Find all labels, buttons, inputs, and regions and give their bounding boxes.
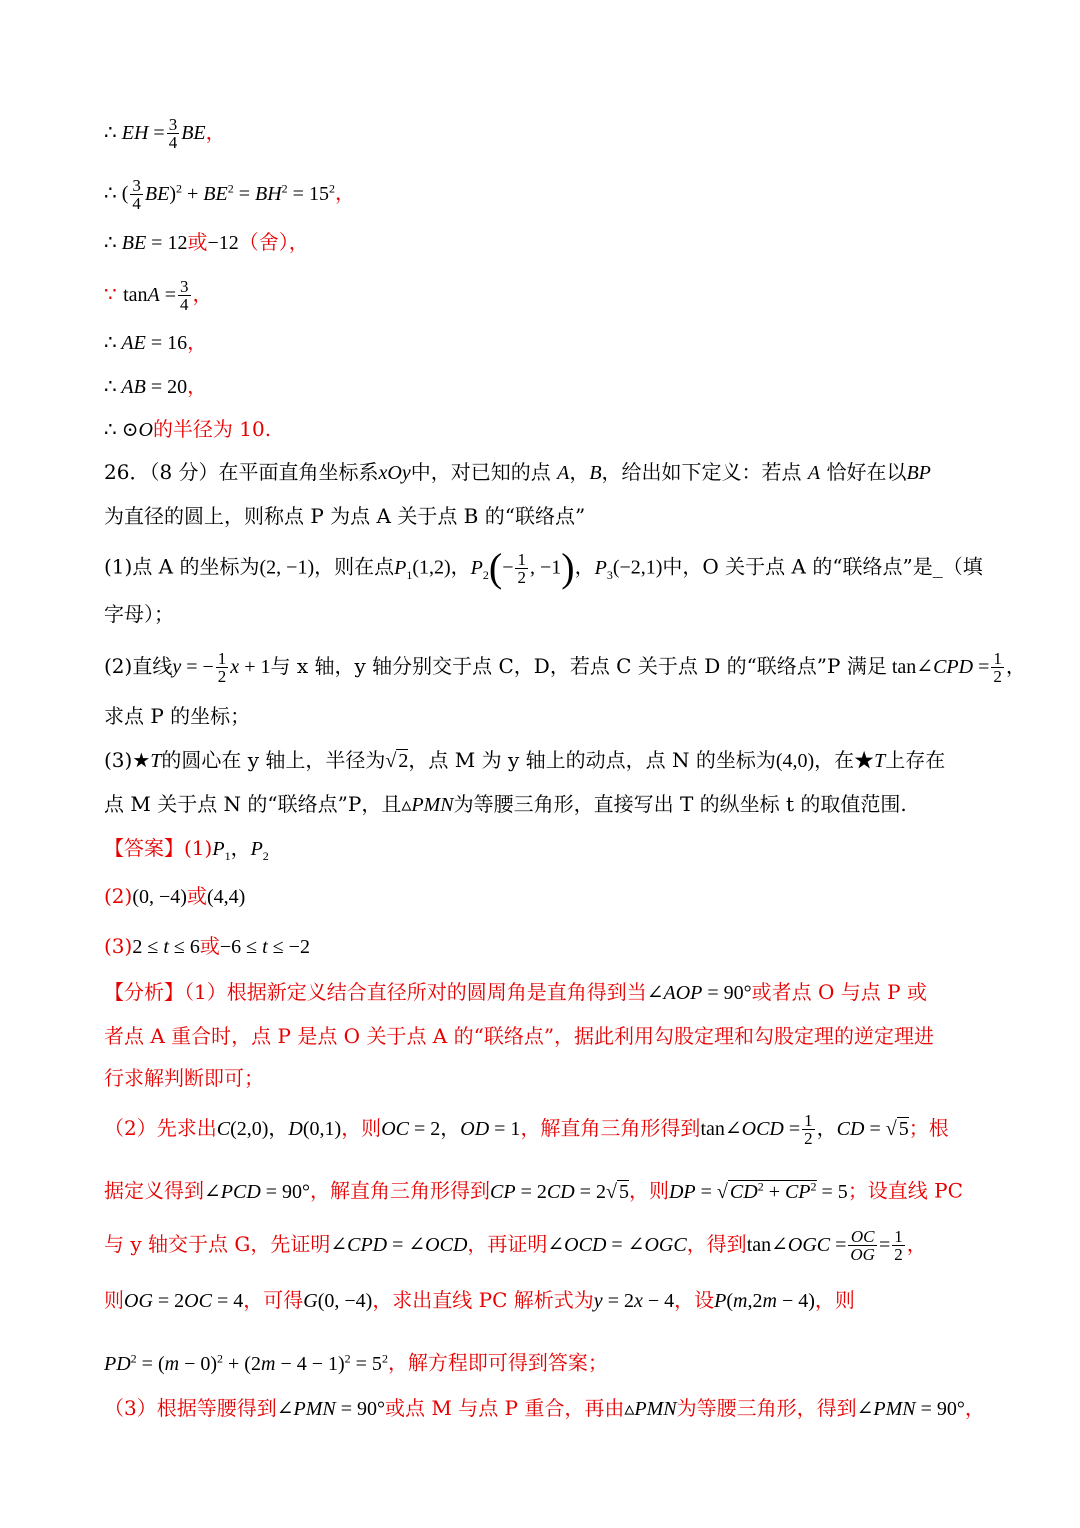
q26-text: (2)直线 (104, 654, 173, 678)
fraction-1-2: $\frac{1}{2}$ (894, 1227, 903, 1264)
math-eh: ∴ EH = (104, 122, 165, 144)
q26-text: 点 M 关于点 N 的“联络点”P，且 (104, 792, 402, 816)
analysis-text: 行求解判断即可； (104, 1066, 264, 1090)
analysis-text: （3）根据等腰得到 (104, 1396, 277, 1420)
radius-conclusion: 的半径为 10. (152, 417, 272, 441)
analysis-text: ，求出直线 PC 解析式为 (372, 1288, 594, 1312)
fraction-oc-og: $\frac{OC}{OG}$ (850, 1227, 875, 1264)
analysis-text: ，则 (341, 1116, 382, 1140)
q26-text: ，则在点 (314, 554, 395, 579)
analysis-line-8: $PD^2 = (m - 0)^2 + (2m - 4 - 1)^2 = 5^2$，解方程即可得到答案； (104, 1350, 608, 1375)
q26-text: 中，对已知的点 (410, 460, 558, 484)
answer-line-1: 【答案】$(1)P_1$，$P_2$ (104, 836, 269, 863)
q26-text: 为等腰三角形，直接写出 T 的纵坐标 t 的取值范围. (453, 792, 907, 816)
punct: ， (187, 330, 208, 354)
q26-text: ，点 M 为 y 轴上的动点，点 N 的坐标为 (408, 748, 776, 772)
analysis-label: 【分析】 (104, 980, 184, 1004)
solution-line-1: ∴ EH = $\frac{3}{4}$ BE， (104, 115, 226, 152)
reject-text: （舍）， (238, 230, 309, 254)
or-text: 或 (186, 884, 207, 908)
answer-line-2: (2)(0, −4)或(4,4) (104, 884, 246, 908)
punct: ， (192, 282, 213, 306)
analysis-text: 则 (104, 1288, 124, 1312)
fraction-1-2: $\frac{1}{2}$ (517, 549, 526, 587)
analysis-text: ，解直角三角形得到 (520, 1116, 701, 1140)
solution-line-4: ∵ tanA = $\frac{3}{4}$ ， (104, 277, 213, 314)
question-26-line-1: 26．（8 分）在平面直角坐标系xOy中，对已知的点 A，B，给出如下定义：若点 A 恰好在以BP (104, 460, 931, 484)
analysis-text: ；根 (908, 1116, 949, 1140)
fraction-1-2: $\frac{1}{2}$ (217, 649, 227, 686)
fraction-1-2: $\frac{1}{2}$ (993, 649, 1002, 686)
answer-part: (3) (104, 934, 133, 958)
punct: ， (205, 120, 226, 144)
analysis-line-3 (104, 1064, 980, 1092)
math-pythag: ∴ ( (104, 182, 129, 205)
fraction-1-2: $\frac{1}{2}$ (804, 1111, 813, 1148)
fraction-3-4: $\frac{3}{4}$ (132, 175, 141, 213)
punct: ， (334, 180, 355, 205)
q26-text: 字母）； (104, 602, 174, 626)
analysis-text: 或点 M 与点 P 重合，再由 (385, 1396, 625, 1420)
solution-line-6: ∴ AB = 20， (104, 374, 208, 398)
analysis-text: 或者点 O 与点 P 或 (751, 980, 927, 1004)
analysis-text: 与 y 轴交于点 G，先证明 (104, 1232, 331, 1256)
circle-star-icon: ★ (132, 748, 151, 772)
q26-text: 求点 P 的坐标； (104, 704, 251, 728)
analysis-line-4: （2）先求出C(2,0)，D(0,1)，则OC = 2，OD = 1，解直角三角形得到tan∠OCD = $\frac{1}{2}$ ，CD = √ 5；根 (104, 1111, 949, 1148)
fraction-3-4: $\frac{3}{4}$ (168, 115, 178, 152)
analysis-line-9: （3）根据等腰得到∠PMN = 90°或点 M 与点 P 重合，再由▵PMN为等腰三角形，得到∠PMN = 90°， (104, 1396, 985, 1420)
or-text: 或 (199, 934, 220, 958)
or-text: 或 (187, 230, 208, 254)
question-26-part-3-cont: 点 M 关于点 N 的“联络点”P，且▵PMN为等腰三角形，直接写出 T 的纵坐标 t 的取值范围. (104, 792, 907, 816)
analysis-text: 据定义得到 (104, 1178, 204, 1203)
question-26-line-2 (104, 502, 980, 530)
question-26-part-3: (3)★T的圆心在 y 轴上，半径为√ 2，点 M 为 y 轴上的动点，点 N 的坐标为(4,0)，在★T上存在 (104, 748, 946, 772)
analysis-text: ，得到 (686, 1232, 747, 1256)
analysis-text: ，解方程即可得到答案； (387, 1350, 608, 1375)
fraction-3-4: $\frac{3}{4}$ (180, 277, 189, 314)
analysis-line-1: 【分析】（1）根据新定义结合直径所对的圆周角是直角得到当∠AOP = 90°或者点 O 与点 P 或 (104, 980, 927, 1004)
analysis-text: ，则 (814, 1288, 855, 1312)
analysis-line-5: 据定义得到∠PCD = 90°，解直角三角形得到CP = 2CD = 2√ 5，则DP = √ $CD^2 + CP^2 = 5$；设直线 PC (104, 1178, 963, 1203)
analysis-text: ，则 (628, 1178, 669, 1203)
answer-part: (1) (184, 836, 213, 860)
analysis-text: ，设 (674, 1288, 715, 1312)
analysis-line-2 (104, 1022, 980, 1050)
q26-text: 26．（8 分）在平面直角坐标系 (104, 460, 379, 484)
q26-text: 的圆心在 y 轴上，半径为 (161, 748, 386, 772)
q26-text: ，在 (814, 748, 855, 772)
because-symbol: ∵ (104, 282, 117, 306)
analysis-text: ，可得 (243, 1288, 304, 1312)
solution-line-3: ∴ BE = 12或−12（舍）， (104, 230, 309, 254)
circle-star-icon: ★ (854, 748, 875, 772)
q26-text: 为直径的圆上，则称点 P 为点 A 关于点 B 的“联络点” (104, 504, 586, 528)
question-26-part-1-cont (104, 600, 980, 628)
q26-text: (3) (104, 748, 133, 772)
analysis-text: ，解直角三角形得到 (310, 1178, 491, 1203)
q26-text: 上存在 (885, 748, 946, 772)
answer-label: 【答案】 (104, 836, 184, 860)
analysis-text: ；设直线 PC (847, 1178, 963, 1203)
q26-text: (1)点 A 的坐标为 (104, 554, 260, 579)
solution-line-7: ∴ ⊙O的半径为 10. (104, 417, 272, 441)
analysis-text: ，再证明 (467, 1232, 548, 1256)
q26-text: ，给出如下定义：若点 (601, 460, 808, 484)
punct: ， (187, 374, 208, 398)
solution-line-2: ∴ ( $\frac{3}{4}$ $BE)^2 + BE^2 = BH^2 = 15^2$， (104, 175, 355, 213)
answer-line-3: (3)2 ≤ t ≤ 6或−6 ≤ t ≤ −2 (104, 934, 310, 958)
answer-part: (2) (104, 884, 133, 908)
analysis-text: （1）根据新定义结合直径所对的圆周角是直角得到当 (184, 980, 647, 1004)
analysis-line-7: 则OG = 2OC = 4，可得G(0, −4)，求出直线 PC 解析式为y = 2x − 4，设P(m,2m − 4)，则 (104, 1288, 855, 1312)
q26-text: 中，O 关于点 A 的“联络点”是_（填 (662, 554, 983, 579)
analysis-line-6: 与 y 轴交于点 G，先证明∠CPD = ∠OCD，再证明∠OCD = ∠OGC，得到tan∠OGC = $\frac{OC}{OG}$ = $\frac{1}{2}$ ， (104, 1227, 927, 1264)
analysis-text: 者点 A 重合时，点 P 是点 O 关于点 A 的“联络点”，据此利用勾股定理和勾股定理的逆定理进 (104, 1024, 935, 1048)
analysis-text: （2）先求出 (104, 1116, 217, 1140)
solution-line-5: ∴ AE = 16， (104, 330, 208, 354)
question-26-part-2-cont (104, 702, 980, 730)
question-26-part-2: (2)直线y = − $\frac{1}{2}$ x + 1与 x 轴，y 轴分别交于点 C，D，若点 C 关于点 D 的“联络点”P 满足 tan∠CPD = $\frac{1}{2}$ ， (104, 649, 1026, 686)
q26-text: 恰好在以 (820, 460, 907, 484)
q26-text: 与 x 轴，y 轴分别交于点 C，D，若点 C 关于点 D 的“联络点”P 满足 (270, 654, 887, 678)
analysis-text: 为等腰三角形，得到 (676, 1396, 857, 1420)
question-26-part-1: (1)点 A 的坐标为(2, −1)，则在点$P_1(1,2)$，$P_2(-$ $\frac{1}{2}$ , −1)，$P_3(-2,1)$中，O 关于点 A 的“联络点”是_（填 (104, 545, 983, 590)
